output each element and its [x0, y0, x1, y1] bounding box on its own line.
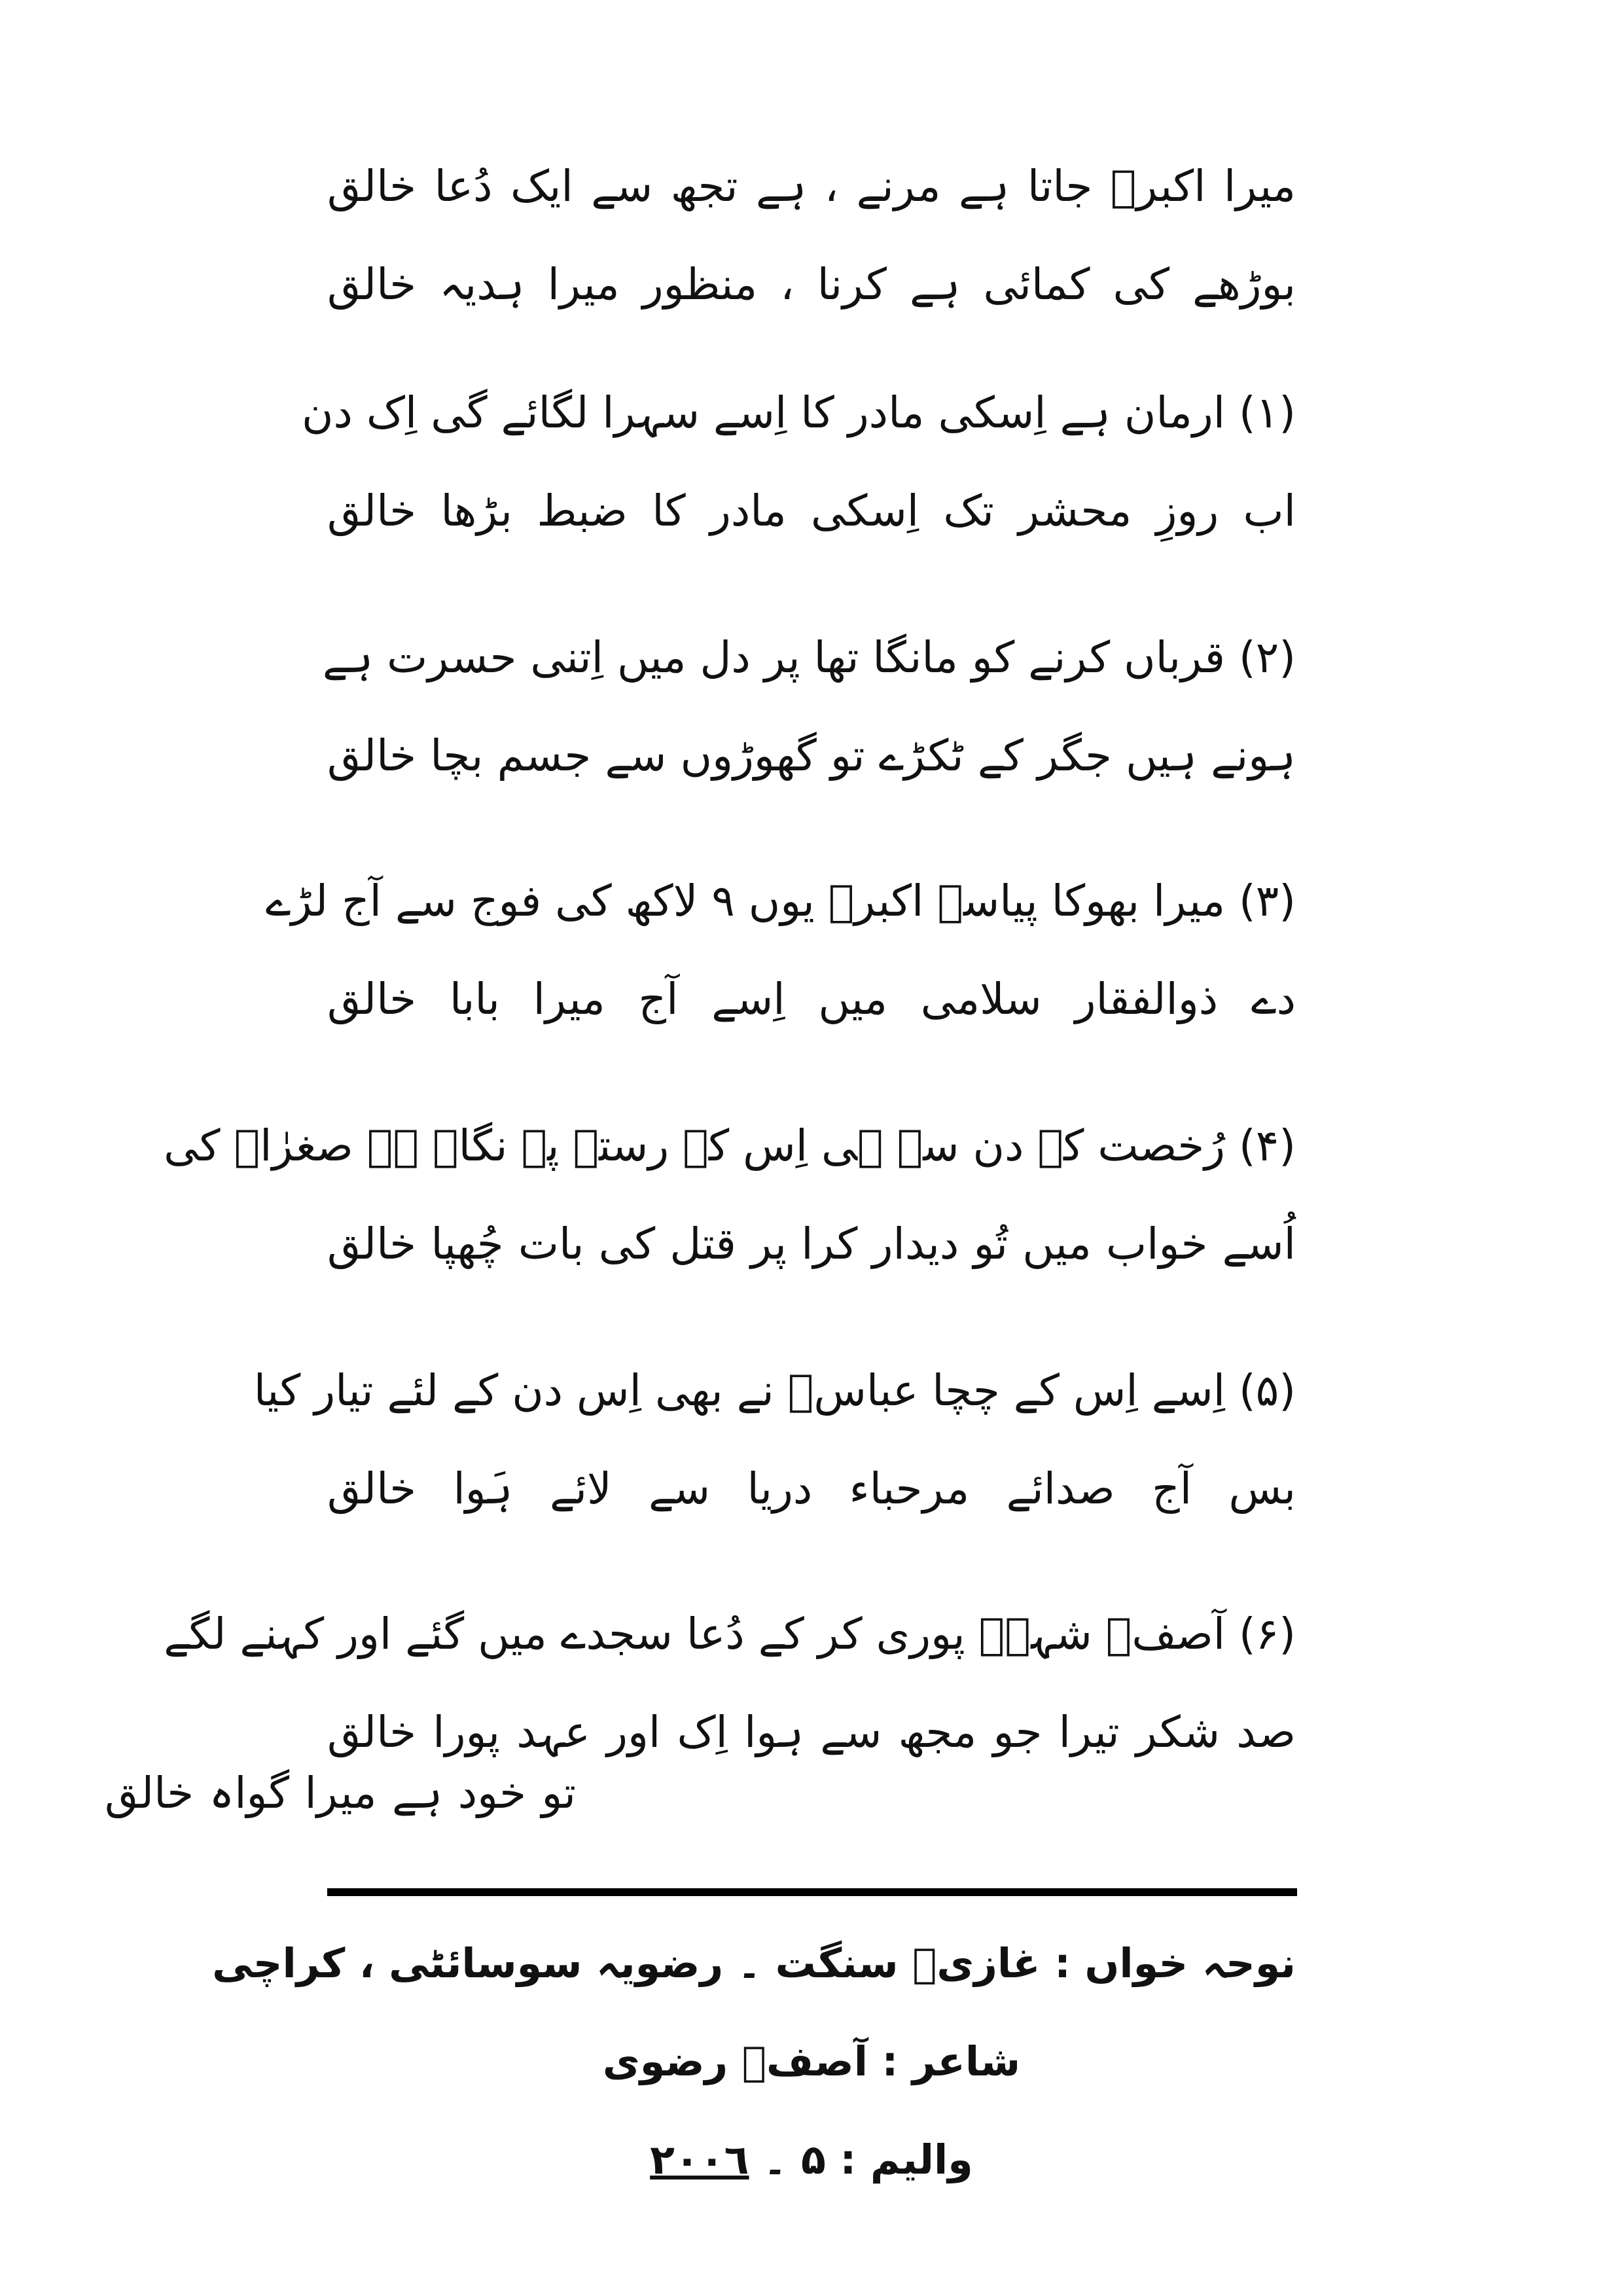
stanza-line: دے ذوالفقار سلامی میں اِسے آج میرا بابا خالق [327, 974, 1296, 1024]
stanza-line: صد شکر تیرا جو مجھ سے ہوا اِک اور عہد پورا خالق [327, 1707, 1296, 1757]
stanza-line: بس آج صدائے مرحباء دریا سے لائے ہَوا خالق [327, 1463, 1296, 1514]
stanza-1 [301, 364, 1296, 560]
stanza-line: اب روزِ محشر تک اِسکی مادر کا ضبط بڑھا خالق [327, 486, 1296, 536]
divider-rule [327, 1888, 1297, 1896]
poet-credit: شاعر : آصفؔ رضوی [602, 2037, 1021, 2085]
stanza-5 [253, 1342, 1296, 1538]
closing-line: تو خود ہے میرا گواہ خالق [105, 1768, 576, 1818]
stanza-line: ہونے ہیں جگر کے ٹکڑے تو گھوڑوں سے جسم بچا خالق [327, 730, 1296, 781]
refrain-line-1: میرا اکبرؑ جاتا ہے مرنے ، ہے تجھ سے ایک دُعا خالق [327, 161, 1296, 211]
stanza-3 [265, 852, 1296, 1049]
credits-block [212, 1914, 1296, 2209]
stanza-line: (۵) اِسے اِس کے چچا عباسؑ نے بھی اِس دن کے لئے تیار کیا [253, 1365, 1296, 1416]
stanza-4 [164, 1097, 1296, 1293]
stanza-2 [322, 609, 1296, 805]
stanza-line: اُسے خواب میں تُو دیدار کرا پر قتل کی بات چُھپا خالق [327, 1219, 1296, 1269]
stanza-line: (۶) آصفؔ شہہؑ پوری کر کے دُعا سجدے میں گئے اور کہنے لگے [164, 1609, 1296, 1659]
stanza-line: (۲) قرباں کرنے کو مانگا تھا پر دل میں اِتنی حسرت ہے [322, 632, 1296, 683]
stanza-line: (۱) ارمان ہے اِسکی مادر کا اِسے سہرا لگائے گی اِک دن [301, 387, 1296, 438]
reciter-credit: نوحہ خواں : غازیؑ سنگت ۔ رضویہ سوسائٹی ، کراچی [212, 1939, 1296, 1987]
volume-label: والیم : ۵ ۔ [763, 2136, 973, 2183]
volume-credit [327, 2111, 1296, 2209]
refrain-line-2: بوڑھے کی کمائی ہے کرنا ، منظور میرا ہدیہ خالق [327, 259, 1296, 310]
stanza-line: (۴) رُخصت کے دن سے ہی اِس کے رستے پہ نگاہ ہے صغرٰاؑ کی [164, 1121, 1296, 1171]
year-label: ۲۰۰٦ [650, 2136, 749, 2183]
refrain-block [327, 137, 1296, 334]
stanza-line: (۳) میرا بھوکا پیاسہ اکبرؑ یوں ۹ لاکھ کی فوج سے آج لڑے [265, 876, 1296, 926]
